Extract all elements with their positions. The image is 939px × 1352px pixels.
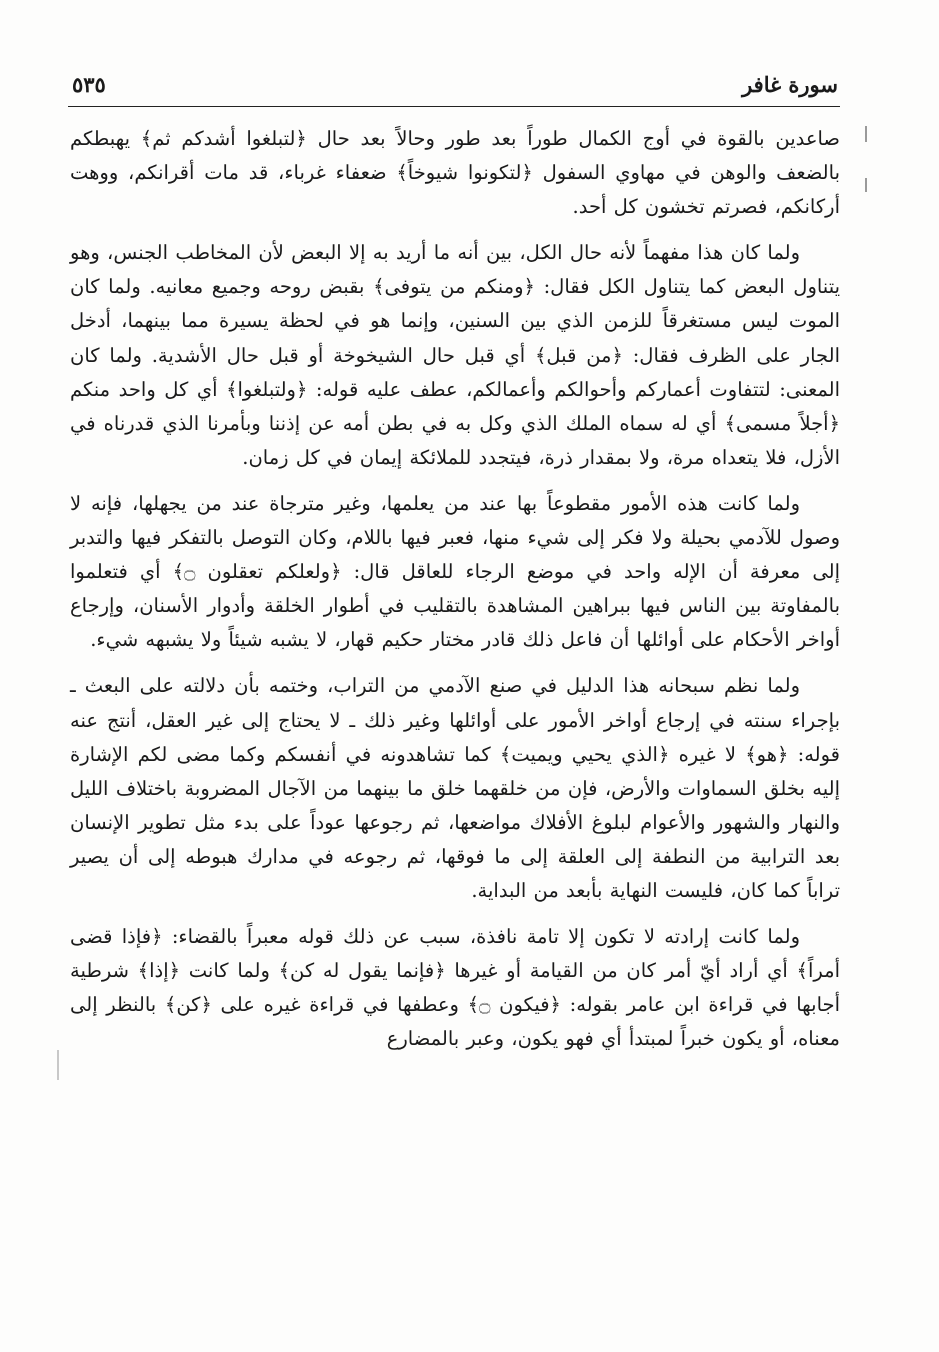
scan-artifact-line <box>57 1050 59 1080</box>
paragraph: صاعدين بالقوة في أوج الكمال طوراً بعد طور وحالاً بعد حال ﴿لتبلغوا أشدكم ثم﴾ يهبطكم بالضعف والوهن في مهاوي السفول ﴿لتكونوا شيوخاً﴾ ضعفاء غرباء، قد مات أقرانكم، ووهت أركانكم، فصرتم تخشون كل أحد. <box>70 127 840 219</box>
paragraph: ولما نظم سبحانه هذا الدليل في صنع الآدمي من التراب، وختمه بأن دلالته على البعث ـ بإجراء سنته في إرجاع أواخر الأمور على أوائلها وغير ذلك ـ لا يحتاج إلى غير العقل، أنتج عنه قوله: ﴿هو﴾ لا غيره ﴿الذي يحيي ويميت﴾ كما تشاهدونه في أنفسكم وكما مضى لكم الإشارة إليه بخلق السماوات والأرض، فإن من خلقهما خلق ما بينهما من الآجال المضروبة باختلاف الليل والنهار والشهور والأعوام لبلوغ الأفلاك مواضعها، ثم رجوعها عوداً على بدء مثل تطوير الإنسان بعد الترابية من النطفة إلى العلقة إلى ما فوقها، ثم رجوعه في مدارك هبوطه إلى أن يصير تراباً كما كان، فليست النهاية بأبعد من البداية. <box>70 674 840 902</box>
paragraph: ولما كانت هذه الأمور مقطوعاً بها عند من يعلمها، وغير مترجاة عند من يجهلها، فإنه لا وصول للآدمي بحيلة ولا فكر إلى شيء منها، فعبر فيها باللام، وكان التوصل بالتفكر فيها والتدبر إلى معرفة أن الإله واحد في موضع الرجاء للعاقل قال: ﴿ولعلكم تعقلون ۝﴾ أي فتعلموا بالمفاوتة بين الناس فيها ببراهين المشاهدة بالتقليب في أطوار الخلقة وأدوار الأسنان، وإرجاع أواخر الأحكام على أوائلها أن فاعل ذلك قادر مختار حكيم قهار، لا يشبه شيئاً ولا يشبهه شيء. <box>70 491 840 652</box>
surah-title: سورة غافر <box>742 72 838 97</box>
body-text <box>70 122 840 1068</box>
paragraph: ولما كان هذا مفهماً لأنه حال الكل، بين أنه ما أريد به إلا البعض لأن المخاطب الجنس، وهو يتناول البعض كما يتناول الكل فقال: ﴿ومنكم من يتوفى﴾ بقبض روحه وجميع معانيه. ولما كان الموت ليس مستغرقاً للزمن الذي بين السنين، وإنما هو في لحظة يسيرة مما بينهما، أدخل الجار على الظرف فقال: ﴿من قبل﴾ أي قبل حال الشيخوخة أو قبل حال الأشدية. ولما كان المعنى: لتتفاوت أعماركم وأحوالكم وأعمالكم، عطف عليه قوله: ﴿ولتبلغوا﴾ أي كل واحد منكم ﴿أجلاً مسمى﴾ أي له سماه الملك الذي وكل به في بطن أمه عن إذننا وبأمرنا الذي قدرناه في الأزل، فلا يتعداه مرة، ولا بمقدار ذرة، فيتجدد للملائكة إيمان في كل زمان. <box>70 241 840 469</box>
page-header <box>68 66 840 107</box>
scan-artifact-line <box>865 178 867 192</box>
scan-artifact-line <box>865 126 867 142</box>
paragraph: ولما كانت إرادته لا تكون إلا تامة نافذة، سبب عن ذلك قوله معبراً بالقضاء: ﴿فإذا قضى أمراً﴾ أي أراد أيّ أمر كان من القيامة أو غيرها ﴿فإنما يقول له كن﴾ ولما كانت ﴿إذا﴾ شرطية أجابها في قراءة ابن عامر بقوله: ﴿فيكون ۝﴾ وعطفها في قراءة غيره على ﴿كن﴾ بالنظر إلى معناه، أو يكون خبراً لمبتدأ أي فهو يكون، وعبر بالمضارع <box>70 925 841 1051</box>
page-number: ٥٣٥ <box>72 72 106 97</box>
